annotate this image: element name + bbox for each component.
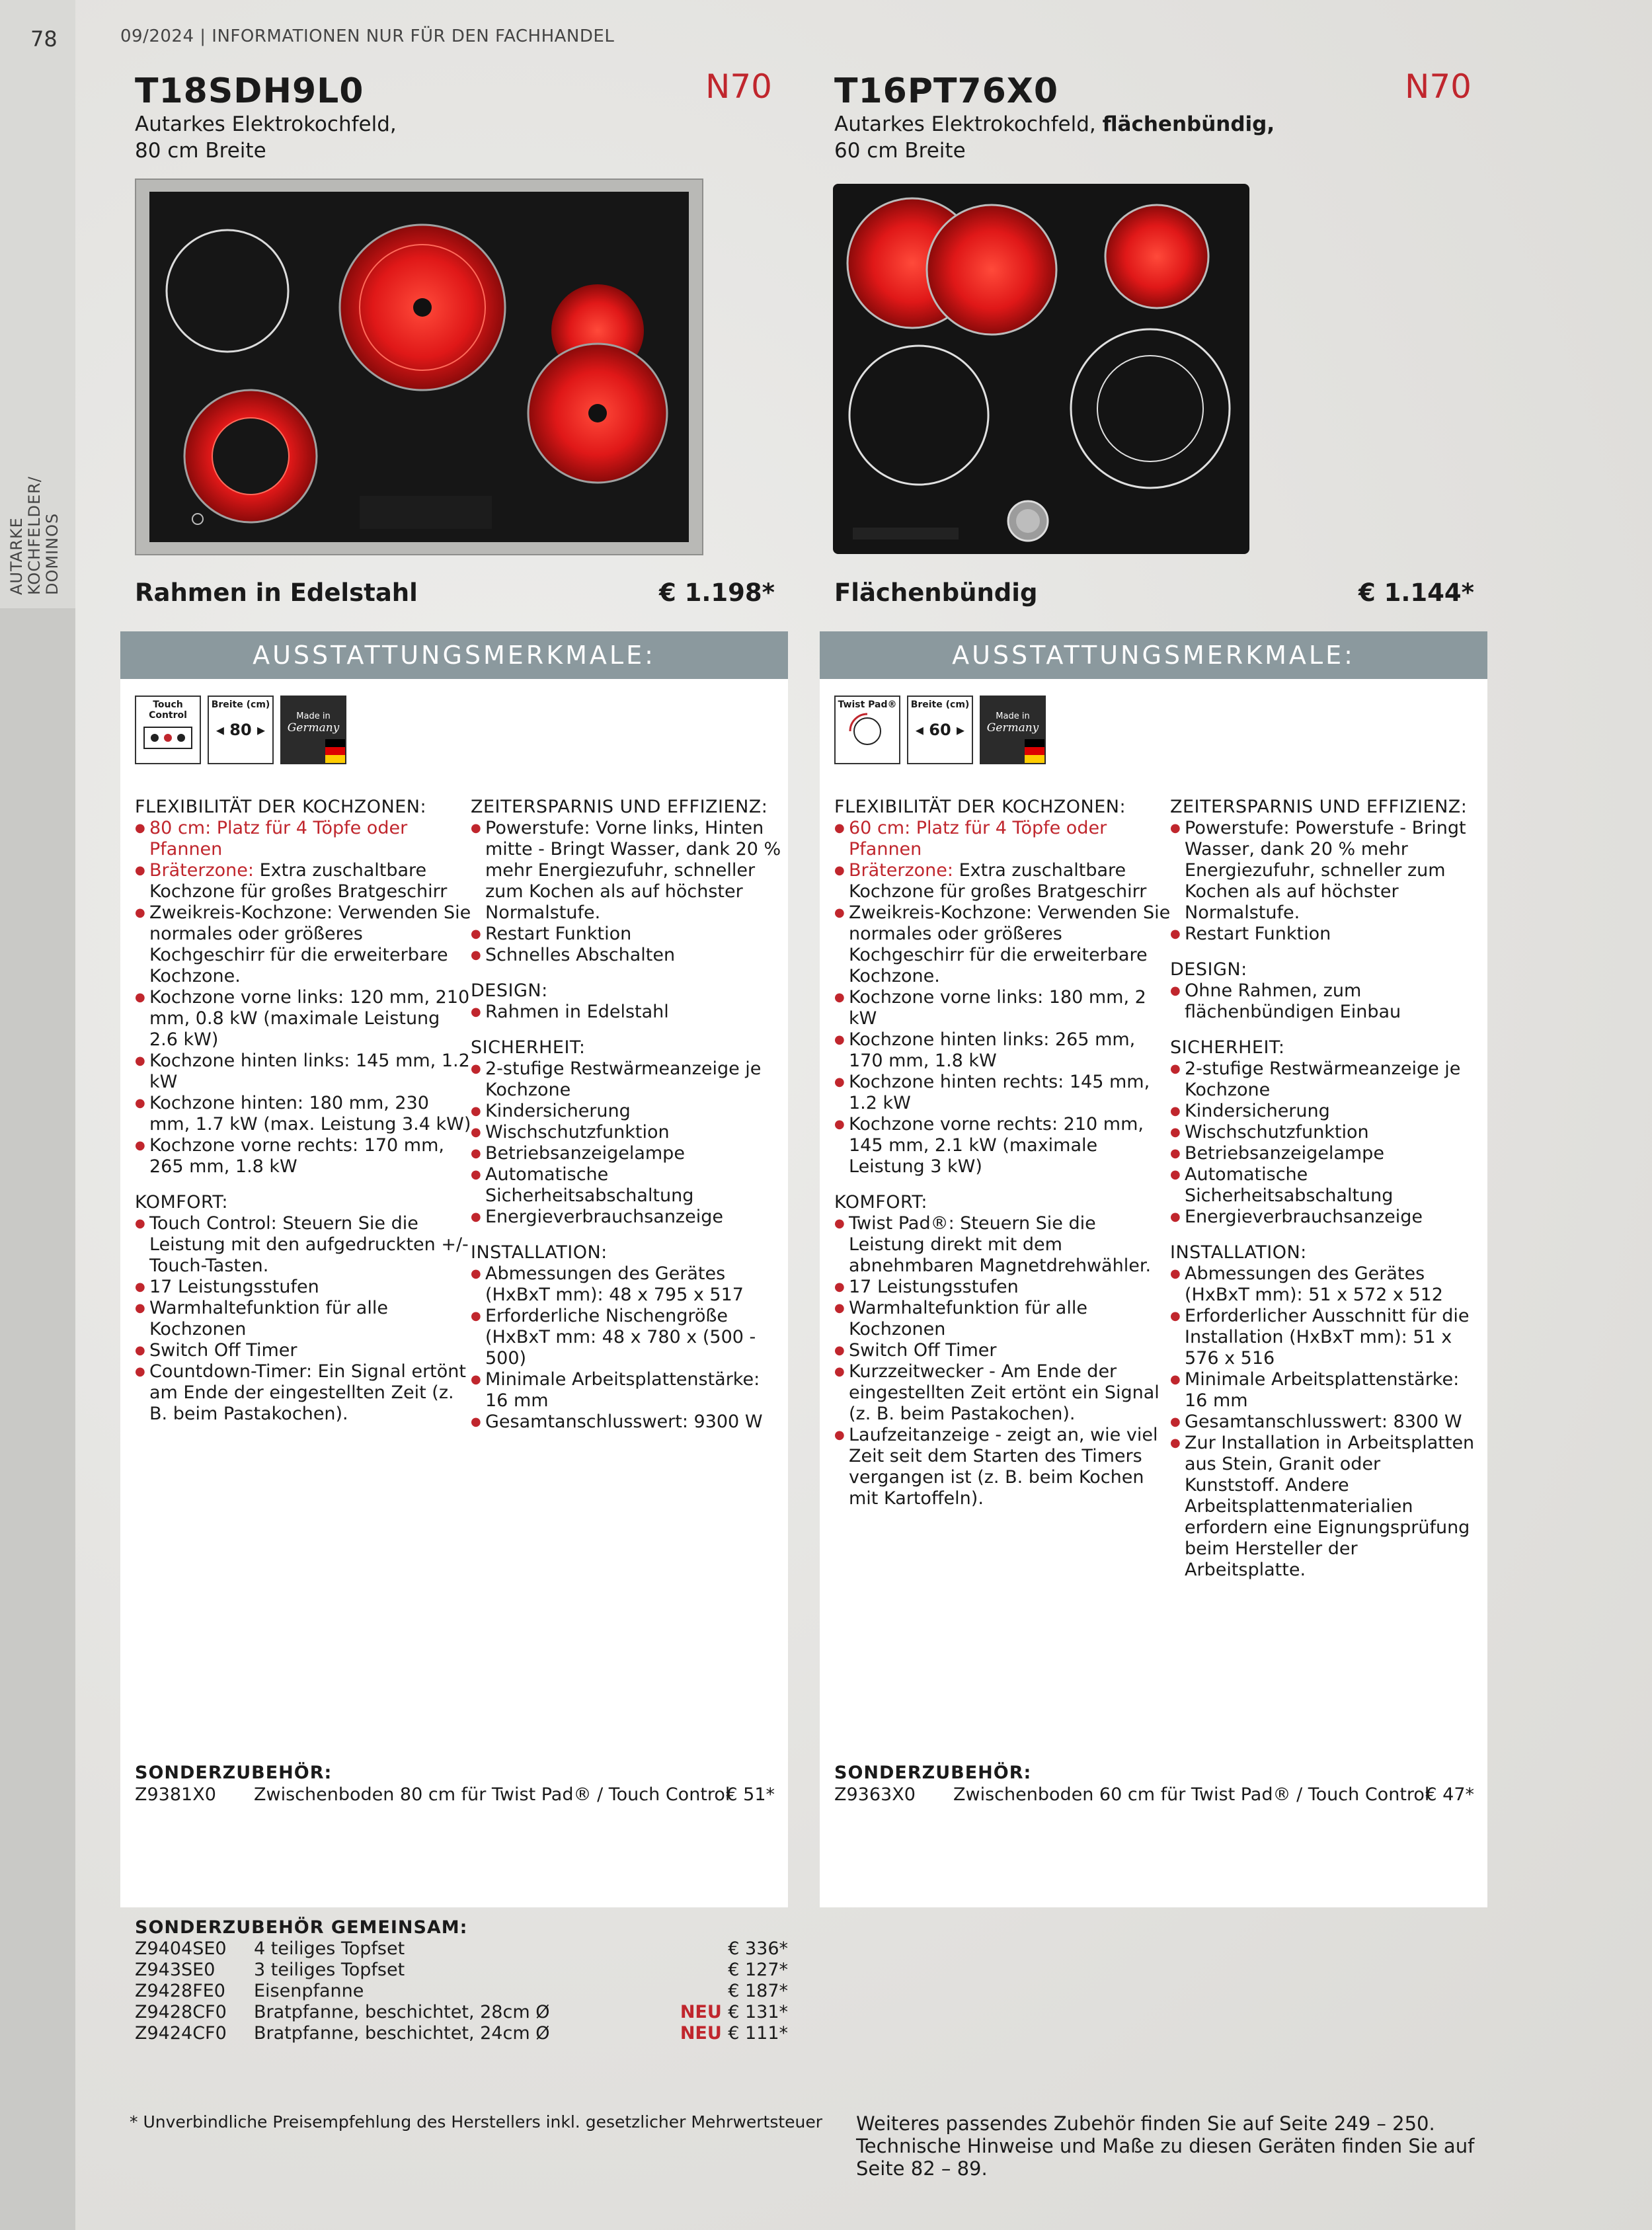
accessory-price: € 127* (728, 1960, 788, 1980)
feature-text: Kochzone vorne rechts: 170 mm, 265 mm, 1.8 kW (149, 1135, 444, 1177)
feature-item: ● Countdown-Timer: Ein Signal ertönt am Ende der eingestellten Zeit (z. B. beim Pastakochen). (135, 1361, 472, 1425)
feature-item: ● Erforderlicher Ausschnitt für die Installation (HxBxT mm): 51 x 576 x 516 (1170, 1306, 1481, 1369)
subtitle-bold: flächenbündig, (1102, 112, 1275, 136)
badge-label: Breite (cm) (910, 699, 970, 710)
feature-item: ● Betriebsanzeigelampe (1170, 1143, 1481, 1164)
section-label (8, 331, 61, 595)
accessory-desc: Zwischenboden 60 cm für Twist Pad® / Touch Control (953, 1784, 1430, 1805)
footnote: * Unverbindliche Preisempfehlung des Herstellers inkl. gesetzlicher Mehrwertsteuer (130, 2112, 823, 2131)
feature-text: Extra zuschaltbare Kochzone für großes Bratgeschirr (149, 860, 448, 902)
feature-item (834, 1114, 1171, 1177)
section-title: ZEITERSPARNIS UND EFFIZIENZ: (1170, 797, 1468, 817)
accessory-price: € 111* (728, 2023, 788, 2044)
features-column-2 (1170, 797, 1481, 1595)
section-label-line: AUTARKE (7, 517, 26, 595)
feature-text: Kochzone hinten links: 265 mm, 170 mm, 1.8 kW (849, 1029, 1136, 1071)
product-subtitle (834, 111, 1275, 164)
width-value: ◂ 80 ▸ (216, 721, 266, 739)
twist-pad-icon (841, 710, 894, 750)
feature-item: ● Warmhaltefunktion für alle Kochzonen (834, 1298, 1171, 1340)
width-number: 80 (229, 721, 252, 739)
accessory-price-group (728, 1938, 788, 1960)
accessory-code: Z943SE0 (135, 1960, 216, 1980)
feature-item: ● Powerstufe: Vorne links, Hinten mitte - Bringt Wasser, dank 20 % mehr Energiezufuhr, schneller zum Kochen als auf höchster Normalstufe. (471, 818, 781, 924)
feature-item (135, 818, 472, 860)
feature-item: ● Automatische Sicherheitsabschaltung (1170, 1164, 1481, 1207)
feature-item: ● Kurzzeitwecker - Am Ende der eingestellten Zeit ertönt ein Signal (z. B. beim Pastakochen). (834, 1361, 1171, 1425)
accessory-code: Z9363X0 (834, 1784, 916, 1805)
germany-flag-icon (1025, 739, 1044, 763)
common-accessories-header: SONDERZUBEHÖR GEMEINSAM: (135, 1917, 468, 1938)
accessory-row (834, 1784, 1474, 1806)
feature-item: ● Energieverbrauchsanzeige (471, 1207, 781, 1228)
common-accessories (135, 1917, 788, 2044)
product-model: T18SDH9L0 (135, 71, 364, 111)
feature-text: Zweikreis-Kochzone: Verwenden Sie normales oder größeres Kochgeschirr für die erweiterbare Kochzone. (149, 902, 471, 986)
feature-text: Zweikreis-Kochzone: Verwenden Sie normales oder größeres Kochgeschirr für die erweiterbare Kochzone. (849, 902, 1171, 986)
product-series: N70 (1404, 67, 1472, 106)
badge-label: Made in (996, 711, 1030, 721)
section-title: FLEXIBILITÄT DER KOCHZONEN: (834, 797, 1126, 817)
germany-flag-icon (325, 739, 345, 763)
feature-item (834, 860, 1171, 902)
hob-image (833, 184, 1249, 554)
feature-item: ● Abmessungen des Gerätes (HxBxT mm): 48 x 795 x 517 (471, 1263, 781, 1306)
feature-item (834, 1072, 1171, 1114)
features-column-1 (834, 797, 1171, 1524)
feature-item: ● Laufzeitanzeige - zeigt an, wie viel Zeit seit dem Starten des Timers vergangen ist (z. B. beim Kochen mit Kartoffeln). (834, 1425, 1171, 1509)
accessory-desc: Zwischenboden 80 cm für Twist Pad® / Touch Control (254, 1784, 730, 1805)
common-accessory-row (135, 2023, 788, 2044)
accessory-header: SONDERZUBEHÖR: (135, 1763, 333, 1783)
common-accessory-row (135, 1981, 788, 2002)
features-card (120, 631, 788, 1907)
made-in-germany-badge (980, 696, 1046, 764)
features-header: AUSSTATTUNGSMERKMALE: (120, 631, 788, 679)
feature-item: ● Warmhaltefunktion für alle Kochzonen (135, 1298, 472, 1340)
section-title: KOMFORT: (135, 1192, 228, 1213)
accessory-block (135, 1762, 775, 1806)
feature-item (135, 1093, 472, 1135)
product-series: N70 (705, 67, 772, 106)
section-title: INSTALLATION: (471, 1242, 608, 1263)
section-title: ZEITERSPARNIS UND EFFIZIENZ: (471, 797, 768, 817)
footer-info: Weiteres passendes Zubehör finden Sie auf Seite 249 – 250. Technische Hinweise und Maße zu diesen Geräten finden Sie auf Seite 82 – 89. (856, 2112, 1475, 2180)
badge-label: Germany (986, 721, 1039, 735)
feature-item: ● Twist Pad®: Steuern Sie die Leistung direkt mit dem abnehmbaren Magnetdrehwähler. (834, 1213, 1171, 1277)
feature-item: ● Zur Installation in Arbeitsplatten aus Stein, Granit oder Kunststoff. Andere Arbeitsplattenmaterialien erfordern eine Eignungsprüfung beim Hersteller der Arbeitsplatte. (1170, 1433, 1481, 1581)
accessory-price-group (680, 2002, 788, 2023)
feature-item: ● Betriebsanzeigelampe (471, 1143, 781, 1164)
feature-text: Kochzone vorne links: 120 mm, 210 mm, 0.8 kW (maximale Leistung 2.6 kW) (149, 987, 470, 1050)
accessory-code: Z9428CF0 (135, 2002, 227, 2022)
feature-badges (135, 696, 346, 764)
feature-item: ● Wischschutzfunktion (1170, 1122, 1481, 1143)
feature-item: ● Ohne Rahmen, zum flächenbündigen Einbau (1170, 980, 1481, 1023)
accessory-desc: 4 teiliges Topfset (254, 1938, 405, 1959)
accessory-price: € 131* (728, 2002, 788, 2022)
feature-highlight: 60 cm: Platz für 4 Töpfe oder Pfannen (849, 818, 1107, 859)
feature-item: ● 2-stufige Restwärmeanzeige je Kochzone (1170, 1058, 1481, 1101)
section-title: DESIGN: (1170, 959, 1247, 980)
badge-label: Twist Pad® (838, 699, 897, 710)
frame-label: Flächenbündig (834, 578, 1038, 607)
accessory-row (135, 1784, 775, 1806)
feature-item: ● Kindersicherung (1170, 1101, 1481, 1122)
features-card (820, 631, 1487, 1907)
feature-highlight: 80 cm: Platz für 4 Töpfe oder Pfannen (149, 818, 408, 859)
feature-item (834, 1029, 1171, 1072)
page-header: 09/2024 | INFORMATIONEN NUR FÜR DEN FACHHANDEL (120, 26, 615, 46)
width-number: 60 (929, 721, 951, 739)
product-price: € 1.198* (658, 578, 775, 607)
subtitle-text: Autarkes Elektrokochfeld, (135, 112, 397, 136)
accessory-price-group (728, 1981, 788, 2002)
feature-item (834, 902, 1171, 987)
new-badge: NEU (680, 2023, 728, 2044)
feature-item: ● Erforderliche Nischengröße (HxBxT mm: 48 x 780 x (500 - 500) (471, 1306, 781, 1369)
section-label-line: KOCHFELDER/ (25, 476, 44, 595)
width-badge (208, 696, 274, 764)
feature-text: Kochzone hinten links: 145 mm, 1.2 kW (149, 1051, 470, 1092)
feature-text: Kochzone vorne links: 180 mm, 2 kW (849, 987, 1146, 1029)
accessory-desc: 3 teiliges Topfset (254, 1960, 405, 1980)
subtitle-text: 60 cm Breite (834, 139, 966, 163)
section-title: KOMFORT: (834, 1192, 927, 1213)
feature-item (834, 987, 1171, 1029)
product-subtitle (135, 111, 397, 164)
badge-label: Breite (cm) (211, 699, 270, 710)
accessory-desc: Bratpfanne, beschichtet, 28cm Ø (254, 2002, 550, 2022)
feature-item (135, 902, 472, 987)
common-accessory-row (135, 1938, 788, 1960)
accessory-code: Z9381X0 (135, 1784, 216, 1805)
feature-item: ● Minimale Arbeitsplattenstärke: 16 mm (1170, 1369, 1481, 1412)
subtitle-text: 80 cm Breite (135, 139, 266, 163)
feature-item: ● Powerstufe: Powerstufe - Bringt Wasser, dank 20 % mehr Energiezufuhr, schneller zum Kochen als auf höchster Normalstufe. (1170, 818, 1481, 924)
hob-60cm-image (833, 184, 1249, 554)
accessory-price: € 187* (728, 1981, 788, 2001)
section-label-line: DOMINOS (43, 512, 61, 595)
feature-item: ● Kindersicherung (471, 1101, 781, 1122)
feature-item (135, 860, 472, 902)
accessory-price-group (728, 1960, 788, 1981)
features-column-1 (135, 797, 472, 1439)
feature-item: ● Abmessungen des Gerätes (HxBxT mm): 51 x 572 x 512 (1170, 1263, 1481, 1306)
feature-item: ● Wischschutzfunktion (471, 1122, 781, 1143)
width-badge (907, 696, 973, 764)
accessory-block (834, 1762, 1474, 1806)
new-badge: NEU (680, 2002, 728, 2022)
feature-item: ● Minimale Arbeitsplattenstärke: 16 mm (471, 1369, 781, 1412)
feature-item: ● Gesamtanschlusswert: 8300 W (1170, 1412, 1481, 1433)
feature-item: ● 17 Leistungsstufen (834, 1277, 1171, 1298)
feature-item: ● Restart Funktion (1170, 924, 1481, 945)
hob-80cm-image (135, 179, 703, 555)
accessory-price: € 47* (1425, 1784, 1474, 1805)
section-title: DESIGN: (471, 980, 548, 1001)
section-title: FLEXIBILITÄT DER KOCHZONEN: (135, 797, 427, 817)
accessory-desc: Eisenpfanne (254, 1981, 364, 2001)
touch-control-icon (141, 721, 194, 754)
section-title: SICHERHEIT: (1170, 1037, 1285, 1058)
feature-item: ● Energieverbrauchsanzeige (1170, 1207, 1481, 1228)
common-accessory-row (135, 1960, 788, 1981)
feature-item (135, 987, 472, 1051)
frame-label: Rahmen in Edelstahl (135, 578, 418, 607)
section-title: INSTALLATION: (1170, 1242, 1307, 1263)
feature-highlight: Bräterzone: (849, 860, 953, 881)
product-model: T16PT76X0 (834, 71, 1059, 111)
badge-label: Germany (287, 721, 340, 735)
features-column-2 (471, 797, 781, 1447)
feature-text: Kochzone hinten: 180 mm, 230 mm, 1.7 kW (max. Leistung 3.4 kW) (149, 1093, 471, 1135)
product-column-right (820, 53, 1487, 1970)
features-header: AUSSTATTUNGSMERKMALE: (820, 631, 1487, 679)
accessory-code: Z9404SE0 (135, 1938, 227, 1959)
feature-text: Extra zuschaltbare Kochzone für großes Bratgeschirr (849, 860, 1147, 902)
feature-item: ● 2-stufige Restwärmeanzeige je Kochzone (471, 1058, 781, 1101)
made-in-germany-badge (280, 696, 346, 764)
feature-item: ● Gesamtanschlusswert: 9300 W (471, 1412, 781, 1433)
twist-pad-badge (834, 696, 900, 764)
feature-item (135, 1051, 472, 1093)
section-title: SICHERHEIT: (471, 1037, 586, 1058)
badge-label: Made in (296, 711, 331, 721)
feature-text: Kochzone hinten rechts: 145 mm, 1.2 kW (849, 1072, 1150, 1113)
accessory-price-group (680, 2023, 788, 2044)
feature-item: ● Rahmen in Edelstahl (471, 1002, 781, 1023)
feature-badges (834, 696, 1046, 764)
width-value: ◂ 60 ▸ (915, 721, 965, 739)
feature-item: ● Schnelles Abschalten (471, 945, 781, 966)
feature-item: ● Switch Off Timer (834, 1340, 1171, 1361)
accessory-code: Z9424CF0 (135, 2023, 227, 2044)
page-number: 78 (30, 26, 58, 52)
accessory-price: € 336* (728, 1938, 788, 1959)
feature-item: ● Restart Funktion (471, 924, 781, 945)
feature-highlight: Bräterzone: (149, 860, 254, 881)
accessory-header: SONDERZUBEHÖR: (834, 1763, 1032, 1783)
feature-text: Kochzone vorne rechts: 210 mm, 145 mm, 2.1 kW (maximale Leistung 3 kW) (849, 1114, 1144, 1177)
hob-image (135, 179, 703, 555)
feature-item: ● Automatische Sicherheitsabschaltung (471, 1164, 781, 1207)
subtitle-text: Autarkes Elektrokochfeld, (834, 112, 1103, 136)
accessory-code: Z9428FE0 (135, 1981, 225, 2001)
feature-item: ● Switch Off Timer (135, 1340, 472, 1361)
touch-control-badge (135, 696, 201, 764)
accessory-price: € 51* (726, 1784, 775, 1805)
product-column-left (120, 53, 788, 1970)
badge-label: Touch Control (149, 699, 187, 721)
feature-item (135, 1135, 472, 1177)
common-accessory-row (135, 2002, 788, 2023)
accessory-desc: Bratpfanne, beschichtet, 24cm Ø (254, 2023, 550, 2044)
product-price: € 1.144* (1358, 578, 1474, 607)
feature-item: ● Touch Control: Steuern Sie die Leistung mit den aufgedruckten +/- Touch-Tasten. (135, 1213, 472, 1277)
feature-item (834, 818, 1171, 860)
feature-item: ● 17 Leistungsstufen (135, 1277, 472, 1298)
